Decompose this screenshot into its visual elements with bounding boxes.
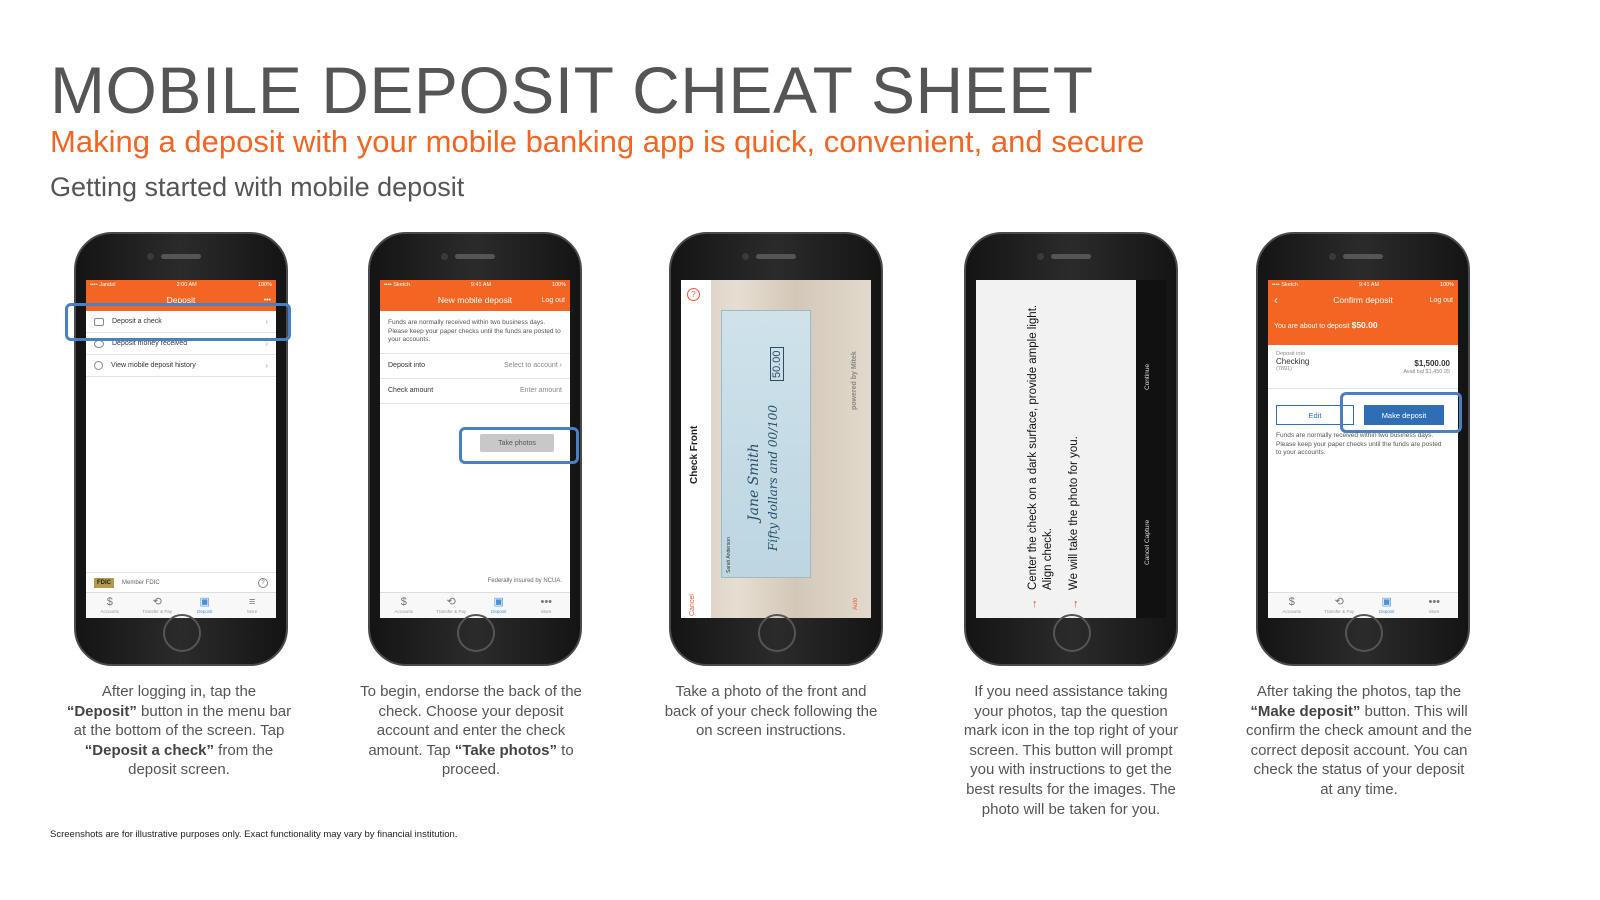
continue-button[interactable]: Continue <box>1144 363 1151 390</box>
deposit-icon: ▣ <box>493 596 504 608</box>
tab-deposit[interactable]: ▣ Deposit <box>181 593 229 618</box>
transfer-icon: ⟲ <box>1334 596 1344 608</box>
nav-title: Confirm deposit <box>1333 295 1393 305</box>
speaker <box>756 254 796 259</box>
help-icon[interactable]: ? <box>687 288 700 301</box>
home-button <box>163 614 201 652</box>
camera <box>1037 253 1044 260</box>
more-icon[interactable]: ••• <box>263 296 271 304</box>
cancel-capture-button[interactable]: Cancel Capture <box>1144 519 1151 565</box>
info-text: Funds are normally received within two business days. Please keep your paper checks until the funds are posted to your accounts. <box>1276 432 1442 456</box>
status-bar: •••• Sketch 9:41 AM 100% <box>1268 280 1458 289</box>
back-chevron-icon[interactable]: ‹ <box>1274 293 1278 307</box>
phone-5 <box>1256 232 1470 666</box>
transfer-icon: ⟲ <box>152 596 162 608</box>
camera <box>147 253 154 260</box>
transfer-icon: ⟲ <box>446 596 456 608</box>
caption-step-5: After taking the photos, tap the “Make deposit” button. This will confirm the check amount and the correct deposit account. You can check the status of your deposit at any time. <box>1246 683 1472 798</box>
status-bar: •••• Jandal 2:00 AM 100% <box>86 280 276 289</box>
deposit-into-row[interactable]: Deposit into Select to account › <box>380 354 570 379</box>
nav-bar <box>1268 289 1458 311</box>
camera <box>742 253 749 260</box>
clock-icon <box>94 361 103 370</box>
tab-accounts[interactable]: $ Accounts <box>86 593 134 618</box>
tab-accounts[interactable]: $ Accounts <box>380 593 428 618</box>
deposit-amount: $50.00 <box>1351 320 1378 330</box>
home-button <box>758 614 796 652</box>
camera-controls <box>1136 280 1166 618</box>
nav-bar <box>380 289 570 311</box>
mitek-brand: powered by Mitek <box>851 351 858 410</box>
caption-step-4: If you need assistance taking your photos, tap the question mark icon in the top right of your screen. This button will prompt you with instructions to get the best results for the images. The photo will be taken for you. <box>963 683 1179 818</box>
help-icon[interactable]: ? <box>258 578 268 588</box>
take-photos-button[interactable]: Take photos <box>480 434 554 452</box>
deposit-banner: You are about to deposit $50.00 <box>1268 311 1458 345</box>
edit-button[interactable]: Edit <box>1276 405 1354 425</box>
caption-step-1: After logging in, tap the “Deposit” button in the menu bar at the bottom of the screen. Tap “Deposit a check” from the deposit screen. <box>66 683 292 779</box>
disclaimer: Screenshots are for illustrative purposes only. Exact functionality may vary by financial institution. <box>50 829 458 840</box>
screen-confirm-deposit <box>1268 280 1458 618</box>
caption-step-3: Take a photo of the front and back of your check following the on screen instructions. <box>664 683 878 740</box>
available-balance: Avail bal $1,450.95 <box>1403 369 1450 375</box>
section-heading: Getting started with mobile deposit <box>50 172 465 202</box>
account-name: Checking <box>1276 357 1310 366</box>
chevron-right-icon: › <box>265 317 268 326</box>
menu-icon: ≡ <box>249 596 256 608</box>
speaker <box>1343 254 1383 259</box>
page-title: MOBILE DEPOSIT CHEAT SHEET <box>50 53 1094 127</box>
home-button <box>457 614 495 652</box>
chevron-right-icon: › <box>265 361 268 370</box>
screen-check-capture <box>681 280 871 618</box>
ncua-footer: Federally insured by NCUA. <box>487 578 562 584</box>
check-image <box>721 310 811 578</box>
tab-deposit[interactable]: ▣ Deposit <box>1363 593 1411 618</box>
highlight-take-photos <box>459 427 579 464</box>
caption-step-2: To begin, endorse the back of the check. Choose your deposit account and enter the check amount. Tap “Take photos” to proceed. <box>360 683 582 779</box>
check-amount-row[interactable]: Check amount Enter amount <box>380 379 570 404</box>
dollar-icon: $ <box>400 596 407 608</box>
check-payee: Jane Smith <box>746 443 762 521</box>
dollar-icon: $ <box>106 596 113 608</box>
info-text: Funds are normally received within two business days. Please keep your paper checks until the funds are posted to your accounts. <box>380 311 570 354</box>
phone-4 <box>964 232 1178 666</box>
instruction-line-1: Center the check on a dark surface, provide ample light. Align check. <box>1027 304 1054 590</box>
home-button <box>1053 614 1091 652</box>
highlight-deposit-check <box>65 303 291 341</box>
tab-more[interactable]: ••• More <box>523 593 571 618</box>
check-drawer: Sarah Anderson <box>726 537 732 573</box>
instruction-panel <box>976 280 1136 618</box>
dollar-icon: $ <box>1288 596 1295 608</box>
make-deposit-button[interactable]: Make deposit <box>1364 405 1444 425</box>
deposit-icon: ▣ <box>199 596 210 608</box>
nav-title: Deposit <box>166 295 196 305</box>
tab-transfer[interactable]: ⟲ Transfer & Pay <box>134 593 182 618</box>
tab-accounts[interactable]: $ Accounts <box>1268 593 1316 618</box>
arrow-up-icon: ↑ <box>1073 598 1079 610</box>
home-button <box>1345 614 1383 652</box>
tab-more[interactable]: ••• More <box>1411 593 1459 618</box>
check-amount: 50.00 <box>770 347 784 381</box>
logout-link[interactable]: Log out <box>1429 296 1453 304</box>
menu-item-deposit-check[interactable]: Deposit a check › <box>86 311 276 333</box>
account-balance: $1,500.00 <box>1414 359 1450 368</box>
fdic-logo: FDIC <box>94 578 114 588</box>
speaker <box>455 254 495 259</box>
nav-title: New mobile deposit <box>437 295 513 305</box>
speaker <box>1051 254 1091 259</box>
menu-item-deposit-money[interactable]: Deposit money received › <box>86 333 276 355</box>
tab-transfer[interactable]: ⟲ Transfer & Pay <box>428 593 476 618</box>
cancel-button[interactable]: Cancel <box>689 594 696 616</box>
deposit-icon: ▣ <box>1381 596 1392 608</box>
tab-deposit[interactable]: ▣ Deposit <box>475 593 523 618</box>
auto-flash-toggle[interactable]: Auto <box>853 597 859 610</box>
logout-link[interactable]: Log out <box>541 296 565 304</box>
phone-1 <box>74 232 288 666</box>
check-words: Fifty dollars and 00/100 <box>766 404 780 551</box>
screen-capture-instructions <box>976 280 1166 618</box>
page-subtitle: Making a deposit with your mobile banking app is quick, convenient, and secure <box>50 124 1145 159</box>
fdic-footer: FDIC Member FDIC ? <box>86 572 276 592</box>
more-icon: ••• <box>540 596 553 608</box>
amount-input[interactable]: Enter amount <box>519 387 562 394</box>
status-bar: •••• Sketch 9:41 AM 100% <box>380 280 570 289</box>
tab-transfer[interactable]: ⟲ Transfer & Pay <box>1316 593 1364 618</box>
instruction-line-2: We will take the photo for you. <box>1068 436 1080 590</box>
account-summary: Deposit into Checking (7891) $1,500.00 Avail bal $1,450.95 <box>1268 345 1458 389</box>
more-icon: ••• <box>1428 596 1441 608</box>
check-front-label: Check Front <box>689 425 700 484</box>
phone-3 <box>669 232 883 666</box>
highlight-make-deposit <box>1340 392 1462 433</box>
camera <box>1329 253 1336 260</box>
camera <box>441 253 448 260</box>
menu-item-deposit-history[interactable]: View mobile deposit history › <box>86 355 276 377</box>
speaker <box>161 254 201 259</box>
tab-more[interactable]: ≡ More <box>229 593 277 618</box>
arrow-up-icon: ↑ <box>1032 598 1038 610</box>
chevron-right-icon: › <box>265 339 268 348</box>
